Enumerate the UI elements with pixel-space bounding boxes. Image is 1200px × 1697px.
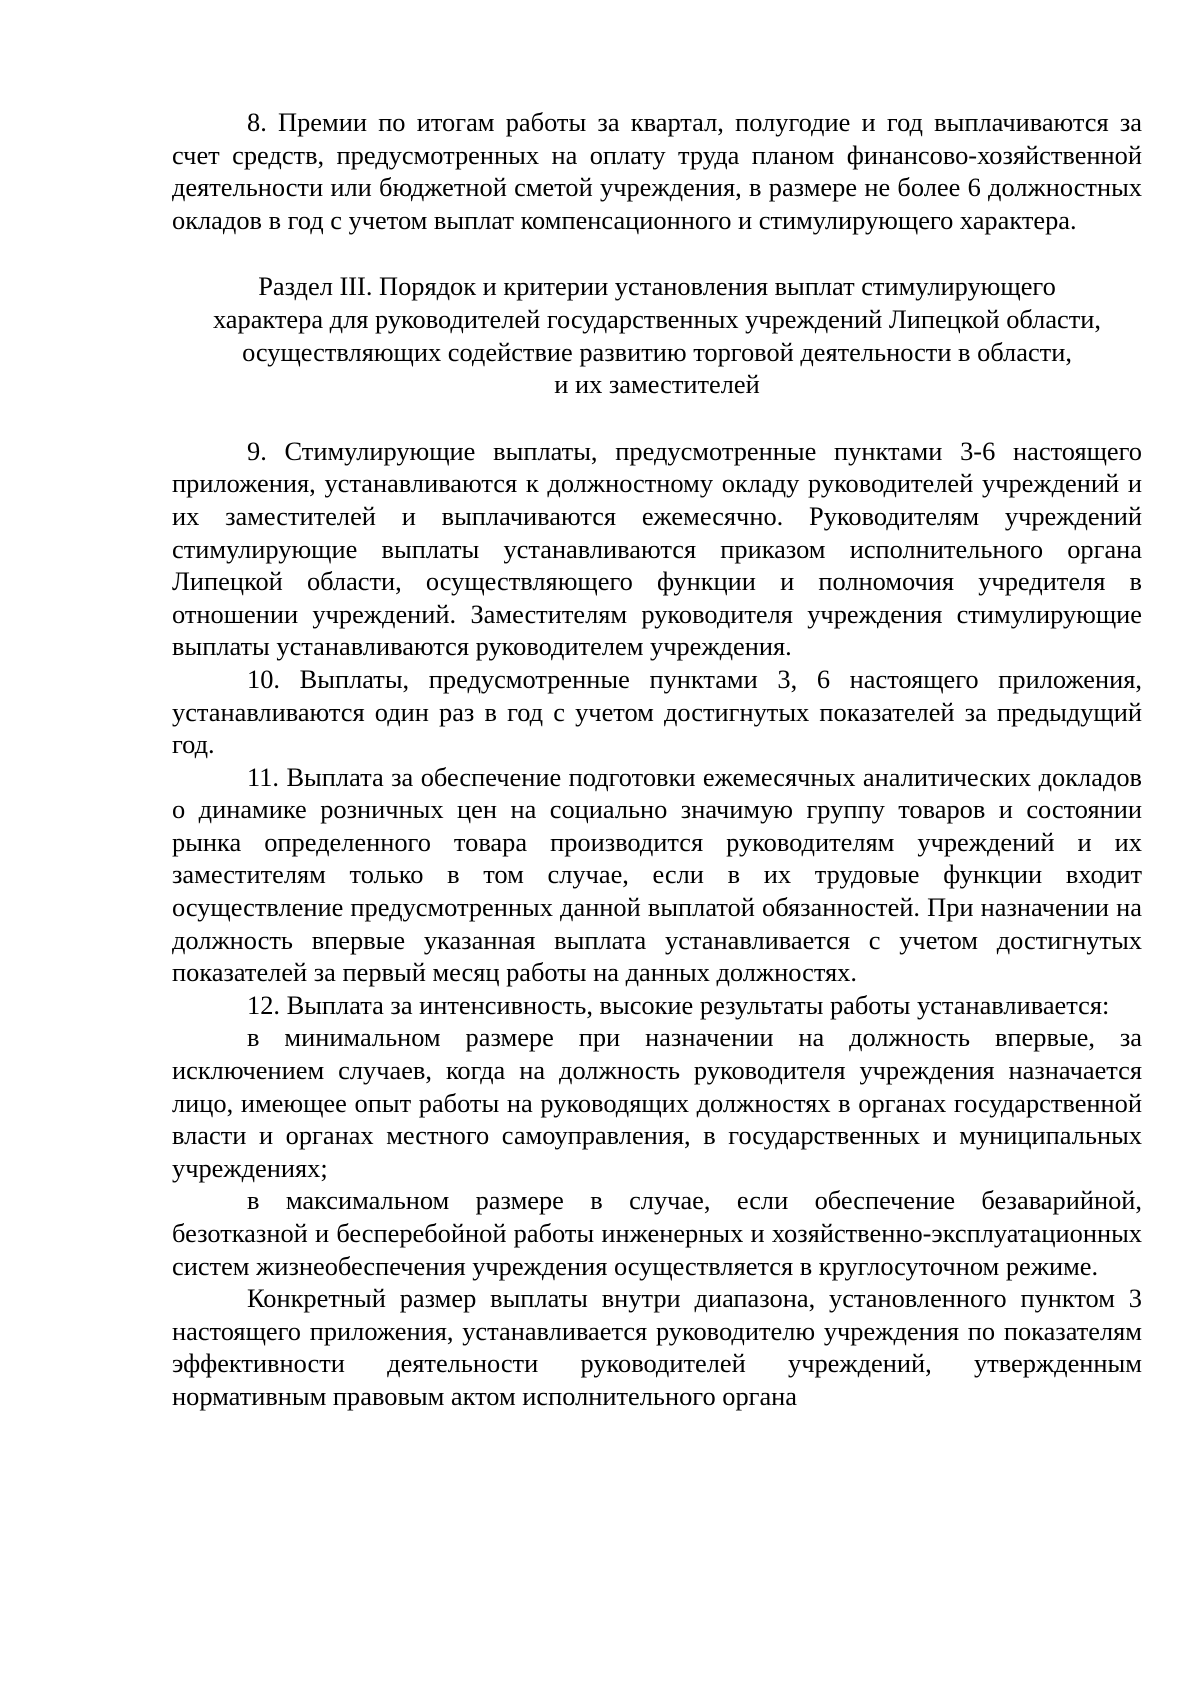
document-page xyxy=(172,106,1142,1413)
paragraph-specific-amount: Конкретный размер выплаты внутри диапазона, установленного пунктом 3 настоящего приложения, устанавливается руководителю учреждения по показателям эффективности деятельности руководителей учреждений, утвержденным нормативным правовым актом исполнительного органа xyxy=(172,1283,1142,1411)
section-heading-line: осуществляющих содействие развитию торговой деятельности в области, xyxy=(242,336,1072,367)
section-heading xyxy=(172,270,1142,400)
section-heading-line: Раздел III. Порядок и критерии установления выплат стимулирующего xyxy=(258,271,1056,302)
paragraph-12: 12. Выплата за интенсивность, высокие результаты работы устанавливается: xyxy=(247,989,1110,1020)
paragraph-9: 9. Стимулирующие выплаты, предусмотренные пунктами 3-6 настоящего приложения, устанавливаются к должностному окладу руководителей учреждений и их заместителей и выплачиваются ежемесячно. Руководителям учреждений стимулирующие выплаты устанавливаются приказом исполнительного органа Липецкой области, осуществляющего функции и полномочия учредителя в отношении учреждений. Заместителям руководителя учреждения стимулирующие выплаты устанавливаются руководителем учреждения. xyxy=(172,435,1142,662)
section-heading-line: и их заместителей xyxy=(554,369,760,400)
paragraph-12-minimum: в минимальном размере при назначении на должность впервые, за исключением случаев, когда на должность руководителя учреждения назначается лицо, имеющее опыт работы на руководящих должностях в органах государственной власти и органах местного самоуправления, в государственных и муниципальных учреждениях; xyxy=(172,1022,1142,1183)
paragraph-8: 8. Премии по итогам работы за квартал, полугодие и год выплачиваются за счет средств, предусмотренных на оплату труда планом финансово-хозяйственной деятельности или бюджетной сметой учреждения, в размере не более 6 должностных окладов в год с учетом выплат компенсационного и стимулирующего характера. xyxy=(172,107,1142,235)
paragraph-11: 11. Выплата за обеспечение подготовки ежемесячных аналитических докладов о динамике розничных цен на социально значимую группу товаров и состоянии рынка определенного товара производится руководителям учреждений и их заместителям только в том случае, если в их трудовые функции входит осуществление предусмотренных данной выплатой обязанностей. При назначении на должность впервые указанная выплата устанавливается с учетом достигнутых показателей за первый месяц работы на данных должностях. xyxy=(172,761,1142,988)
paragraph-12-maximum: в максимальном размере в случае, если обеспечение безаварийной, безотказной и бесперебойной работы инженерных и хозяйственно-эксплуатационных систем жизнеобеспечения учреждения осуществляется в круглосуточном режиме. xyxy=(172,1185,1142,1281)
paragraph-10: 10. Выплаты, предусмотренные пунктами 3, 6 настоящего приложения, устанавливаются один раз в год с учетом достигнутых показателей за предыдущий год. xyxy=(172,663,1142,760)
section-heading-line: характера для руководителей государственных учреждений Липецкой области, xyxy=(212,303,1102,334)
